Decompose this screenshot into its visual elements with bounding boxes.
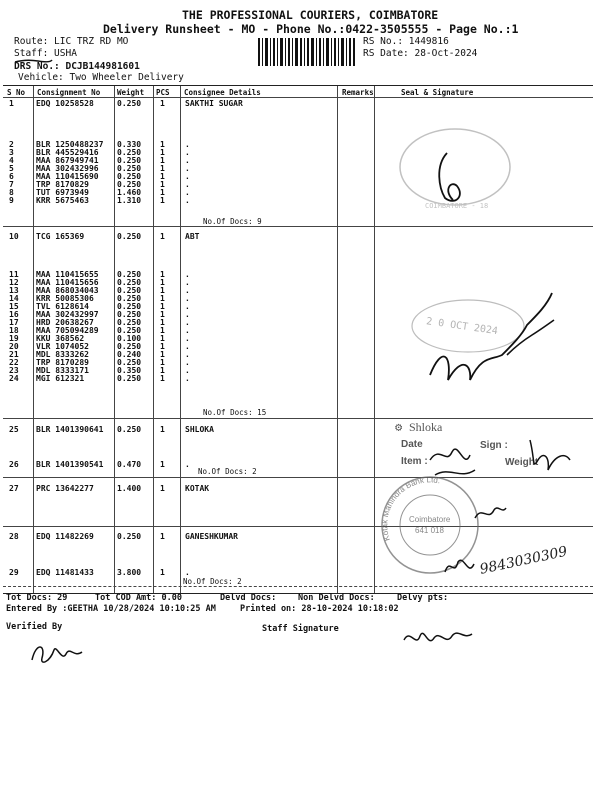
row-sno: 3 — [9, 148, 14, 157]
row-pcs: 1 — [160, 278, 165, 287]
signature-1 — [425, 148, 475, 208]
row-weight: 1.310 — [117, 196, 142, 205]
vehicle-label: Vehicle: Two Wheeler Delivery — [18, 72, 184, 83]
row-consignee: . — [185, 180, 190, 189]
row-sno: 28 — [9, 532, 19, 541]
row-sno: 10 — [9, 232, 19, 241]
col-header-sno: S No — [7, 88, 26, 97]
row-consignment-no: MDL 8333262 — [36, 350, 89, 359]
row-pcs: 1 — [160, 302, 165, 311]
row-weight: 0.250 — [117, 358, 142, 367]
row-sno: 19 — [9, 334, 19, 343]
row-weight: 0.250 — [117, 172, 142, 181]
row-consignment-no: MAA 110415690 — [36, 172, 99, 181]
shloka-item-label: Item : — [401, 456, 428, 467]
row-weight: 0.250 — [117, 99, 142, 108]
row-sno: 16 — [9, 310, 19, 319]
row-pcs: 1 — [160, 310, 165, 319]
row-sno: 15 — [9, 302, 19, 311]
row-pcs: 1 — [160, 568, 165, 577]
row-consignment-no: MDL 8333171 — [36, 366, 89, 375]
row-pcs: 1 — [160, 196, 165, 205]
row-sno: 14 — [9, 294, 19, 303]
row-consignee: . — [185, 358, 190, 367]
row-pcs: 1 — [160, 286, 165, 295]
kotak-city: Coimbatore — [409, 515, 451, 524]
row-consignee: . — [185, 374, 190, 383]
col-header-remarks: Remarks — [342, 88, 374, 97]
row-pcs: 1 — [160, 294, 165, 303]
row-consignee: SAKTHI SUGAR — [185, 99, 243, 108]
row-pcs: 1 — [160, 156, 165, 165]
row-weight: 0.250 — [117, 270, 142, 279]
signature-5 — [440, 552, 480, 582]
group-doc-count-1: No.Of Docs: 9 — [203, 217, 262, 226]
row-consignment-no: PRC 13642277 — [36, 484, 94, 493]
row-consignment-no: TVL 6128614 — [36, 302, 89, 311]
kotak-bank-name: Kotak Mahindra Bank Ltd. — [380, 475, 442, 543]
row-weight: 0.250 — [117, 310, 142, 319]
row-pcs: 1 — [160, 425, 165, 434]
row-sno: 29 — [9, 568, 19, 577]
row-sno: 21 — [9, 350, 19, 359]
row-consignment-no: MAA 302432996 — [36, 164, 99, 173]
row-consignment-no: MAA 110415656 — [36, 278, 99, 287]
row-consignee: . — [185, 318, 190, 327]
rs-number: RS No.: 1449816 — [363, 36, 449, 47]
row-sno: 27 — [9, 484, 19, 493]
row-weight: 0.100 — [117, 334, 142, 343]
company-title: THE PROFESSIONAL COURIERS, COIMBATORE — [182, 8, 439, 22]
row-weight: 0.250 — [117, 180, 142, 189]
row-consignment-no: EDQ 11481433 — [36, 568, 94, 577]
row-consignee: . — [185, 334, 190, 343]
row-pcs: 1 — [160, 484, 165, 493]
row-weight: 0.250 — [117, 148, 142, 157]
row-weight: 0.470 — [117, 460, 142, 469]
row-sno: 25 — [9, 425, 19, 434]
row-weight: 0.240 — [117, 350, 142, 359]
row-pcs: 1 — [160, 326, 165, 335]
row-consignee: GANESHKUMAR — [185, 532, 238, 541]
row-sno: 7 — [9, 180, 14, 189]
row-pcs: 1 — [160, 318, 165, 327]
row-consignee: . — [185, 156, 190, 165]
col-header-consignment: Consignment No — [37, 88, 101, 97]
verified-by-signature — [26, 632, 86, 672]
staff-label: Staff: USHA — [14, 48, 77, 59]
row-consignee: . — [185, 196, 190, 205]
row-weight: 0.250 — [117, 342, 142, 351]
row-sno: 22 — [9, 358, 19, 367]
row-consignment-no: HRD 20638267 — [36, 318, 94, 327]
handwritten-phone: 9843030309 — [478, 543, 569, 578]
row-pcs: 1 — [160, 366, 165, 375]
staff-signature-label: Staff Signature — [262, 624, 339, 634]
row-weight: 0.250 — [117, 532, 142, 541]
row-consignment-no: KRR 5675463 — [36, 196, 89, 205]
row-weight: 0.250 — [117, 425, 142, 434]
row-consignee: . — [185, 140, 190, 149]
row-consignee: . — [185, 164, 190, 173]
group-doc-count-2: No.Of Docs: 15 — [203, 408, 267, 417]
staff-signature-image — [398, 620, 478, 655]
signature-2 — [412, 285, 572, 405]
row-consignee: . — [185, 286, 190, 295]
row-sno: 2 — [9, 140, 14, 149]
kotak-pin: 641 018 — [415, 526, 444, 535]
row-sno: 12 — [9, 278, 19, 287]
date-stamp-text: 2 0 OCT 2024 — [425, 316, 499, 338]
row-consignment-no: KKU 368562 — [36, 334, 85, 343]
row-consignee: . — [185, 326, 190, 335]
row-pcs: 1 — [160, 180, 165, 189]
entered-by: Entered By :GEETHA 10/28/2024 10:10:25 AM — [6, 604, 216, 614]
row-sno: 9 — [9, 196, 14, 205]
delivery-points: Delvy pts: — [397, 593, 449, 603]
barcode-image — [258, 38, 356, 66]
row-pcs: 1 — [160, 334, 165, 343]
row-sno: 24 — [9, 374, 19, 383]
row-pcs: 1 — [160, 342, 165, 351]
seal-1-text: COIMBATORE - 18 — [425, 202, 489, 210]
row-consignment-no: MAA 868034043 — [36, 286, 99, 295]
row-sno: 8 — [9, 188, 14, 197]
row-sno: 23 — [9, 366, 19, 375]
row-pcs: 1 — [160, 374, 165, 383]
drs-number: DRS No.: DCJB144981601 — [14, 61, 140, 72]
row-pcs: 1 — [160, 532, 165, 541]
row-consignee: . — [185, 148, 190, 157]
shloka-logo-icon: ⚙ — [395, 420, 403, 434]
row-consignee: . — [185, 278, 190, 287]
row-consignment-no: MAA 867949741 — [36, 156, 99, 165]
signature-4 — [470, 500, 510, 525]
row-consignment-no: EDQ 11482269 — [36, 532, 94, 541]
row-weight: 0.250 — [117, 232, 142, 241]
row-consignee: SHLOKA — [185, 425, 214, 434]
row-pcs: 1 — [160, 358, 165, 367]
row-weight: 0.330 — [117, 140, 142, 149]
row-weight: 0.250 — [117, 326, 142, 335]
row-weight: 0.250 — [117, 318, 142, 327]
row-pcs: 1 — [160, 350, 165, 359]
row-consignee: . — [185, 350, 190, 359]
verified-by-label: Verified By — [6, 622, 63, 632]
row-weight: 0.250 — [117, 286, 142, 295]
row-sno: 17 — [9, 318, 19, 327]
row-consignment-no: MAA 705094289 — [36, 326, 99, 335]
route-label: Route: LIC TRZ RD MO — [14, 36, 129, 47]
row-pcs: 1 — [160, 140, 165, 149]
row-consignment-no: MAA 302432997 — [36, 310, 99, 319]
row-consignee: . — [185, 172, 190, 181]
row-weight: 1.460 — [117, 188, 142, 197]
row-consignment-no: TUT 6973949 — [36, 188, 89, 197]
col-header-consignee: Consignee Details — [184, 88, 261, 97]
row-consignee: KOTAK — [185, 484, 210, 493]
row-consignee: . — [185, 270, 190, 279]
row-consignment-no: KRR 50085306 — [36, 294, 94, 303]
row-consignment-no: TCG 165369 — [36, 232, 85, 241]
row-sno: 18 — [9, 326, 19, 335]
row-sno: 11 — [9, 270, 19, 279]
row-consignee: . — [185, 294, 190, 303]
printed-on: Printed on: 28-10-2024 10:18:02 — [240, 604, 399, 614]
col-header-seal-signature: Seal & Signature — [401, 88, 474, 97]
row-weight: 0.250 — [117, 156, 142, 165]
row-consignment-no: BLR 1401390541 — [36, 460, 104, 469]
row-weight: 0.350 — [117, 366, 142, 375]
row-consignment-no: BLR 445529416 — [36, 148, 99, 157]
total-cod-amount: Tot COD Amt: 0.00 — [95, 593, 182, 603]
row-consignment-no: BLR 1250488237 — [36, 140, 104, 149]
group-doc-count-4: No.Of Docs: 2 — [183, 577, 242, 586]
col-header-weight: Weight — [117, 88, 145, 97]
row-consignment-no: BLR 1401390641 — [36, 425, 104, 434]
row-weight: 0.250 — [117, 278, 142, 287]
shloka-brand: Shloka — [409, 420, 443, 434]
shloka-date-label: Date — [401, 439, 423, 450]
row-pcs: 1 — [160, 460, 165, 469]
row-consignment-no: MAA 110415655 — [36, 270, 99, 279]
row-consignment-no: VLR 1074052 — [36, 342, 89, 351]
non-delivered-docs: Non Delvd Docs: — [298, 593, 375, 603]
row-consignment-no: MGI 612321 — [36, 374, 85, 383]
row-sno: 6 — [9, 172, 14, 181]
row-consignment-no: TRP 8170289 — [36, 358, 89, 367]
row-pcs: 1 — [160, 99, 165, 108]
row-weight: 0.250 — [117, 294, 142, 303]
row-consignee: . — [185, 366, 190, 375]
row-consignment-no: EDQ 10258528 — [36, 99, 94, 108]
row-weight: 0.250 — [117, 374, 142, 383]
row-consignee: . — [185, 310, 190, 319]
rs-date: RS Date: 28-Oct-2024 — [363, 48, 478, 59]
row-sno: 26 — [9, 460, 19, 469]
row-consignee: . — [185, 342, 190, 351]
row-sno: 5 — [9, 164, 14, 173]
row-weight: 0.250 — [117, 164, 142, 173]
delivered-docs: Delvd Docs: — [220, 593, 277, 603]
row-consignee: . — [185, 568, 190, 577]
row-consignee: . — [185, 188, 190, 197]
row-pcs: 1 — [160, 232, 165, 241]
row-pcs: 1 — [160, 188, 165, 197]
row-consignee: . — [185, 460, 190, 469]
row-consignment-no: TRP 8170829 — [36, 180, 89, 189]
shloka-sign-label: Sign : — [480, 440, 508, 451]
row-sno: 13 — [9, 286, 19, 295]
group-doc-count-3: No.Of Docs: 2 — [198, 467, 257, 476]
total-docs: Tot Docs: 29 — [6, 593, 68, 603]
col-header-pcs: PCS — [156, 88, 170, 97]
runsheet-subtitle: Delivery Runsheet - MO - Phone No.:0422-3505555 - Page No.:1 — [103, 22, 519, 36]
row-weight: 1.400 — [117, 484, 142, 493]
row-sno: 1 — [9, 99, 14, 108]
row-pcs: 1 — [160, 148, 165, 157]
row-pcs: 1 — [160, 270, 165, 279]
row-pcs: 1 — [160, 164, 165, 173]
row-pcs: 1 — [160, 172, 165, 181]
row-consignee: ABT — [185, 232, 200, 241]
row-sno: 4 — [9, 156, 14, 165]
row-sno: 20 — [9, 342, 19, 351]
row-consignee: . — [185, 302, 190, 311]
row-weight: 3.800 — [117, 568, 142, 577]
row-weight: 0.250 — [117, 302, 142, 311]
shloka-weight-label: Weight — [505, 457, 539, 468]
